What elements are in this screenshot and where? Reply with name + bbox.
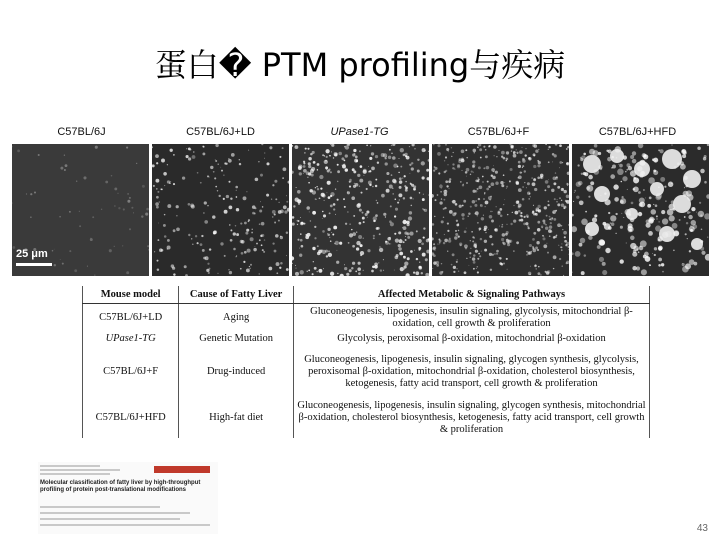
cell-pathways: Glycolysis, peroxisomal β-oxidation, mitochondrial β-oxidation: [293, 332, 649, 346]
cell-pathways: Gluconeogenesis, lipogenesis, insulin signaling, glycogen synthesis, glycolysis, peroxisomal β-oxidation, mitochondrial β-oxidation, cholesterol biosynthesis, ketogenesis, fatty acid transport, cell growth & proliferation: [293, 346, 649, 398]
scale-bar-label: 25 μm: [16, 248, 48, 260]
cell-model: C57BL/6J+F: [83, 346, 179, 398]
cell-model: UPase1-TG: [83, 332, 179, 346]
panel-label-4: C57BL/6J+F: [467, 126, 530, 138]
cell-cause: High-fat diet: [179, 398, 294, 438]
header-pathways: Affected Metabolic & Signaling Pathways: [293, 286, 649, 304]
panel-label-3: UPase1-TG: [330, 126, 389, 138]
microscopy-image-5: [572, 144, 709, 276]
paper-title: Molecular classification of fatty liver by high-throughput profiling of protein post-translational modifications: [40, 480, 201, 493]
microscopy-image-2: [152, 144, 289, 276]
cell-pathways: Gluconeogenesis, lipogenesis, insulin signaling, glycogen synthesis, mitochondrial β-oxidation, cholesterol biosynthesis, ketogenesis, fatty acid transport, cell growth & proliferation: [293, 398, 649, 438]
cell-cause: Drug-induced: [179, 346, 294, 398]
page-number: 43: [696, 523, 708, 534]
panel-label-2: C57BL/6J+LD: [186, 126, 255, 138]
table-row: [83, 398, 650, 438]
cell-pathways: Gluconeogenesis, lipogenesis, insulin signaling, glycolysis, mitochondrial β-oxidation, cell growth & proliferation: [293, 304, 649, 332]
microscopy-image-1: [12, 144, 149, 276]
table-row: [83, 332, 650, 346]
header-mouse-model: Mouse model: [83, 286, 179, 304]
cell-model: C57BL/6J+HFD: [83, 398, 179, 438]
table-header-row: [83, 286, 650, 304]
scale-bar: [16, 263, 52, 266]
microscopy-image-3: [292, 144, 429, 276]
panel-labels: [12, 126, 709, 142]
cell-cause: Genetic Mutation: [179, 332, 294, 346]
slide-title: 蛋白� PTM profiling与疾病: [154, 46, 566, 84]
cell-cause: Aging: [179, 304, 294, 332]
table-row: [83, 346, 650, 398]
panel-label-5: C57BL/6J+HFD: [598, 126, 677, 138]
paper-thumbnail: [38, 462, 218, 534]
paper-badge: [154, 466, 210, 473]
fatty-liver-table: [82, 286, 650, 438]
panel-label-1: C57BL/6J: [57, 126, 106, 138]
cell-model: C57BL/6J+LD: [83, 304, 179, 332]
microscopy-panels: [12, 144, 709, 276]
microscopy-image-4: [432, 144, 569, 276]
table-row: [83, 304, 650, 332]
header-cause: Cause of Fatty Liver: [179, 286, 294, 304]
